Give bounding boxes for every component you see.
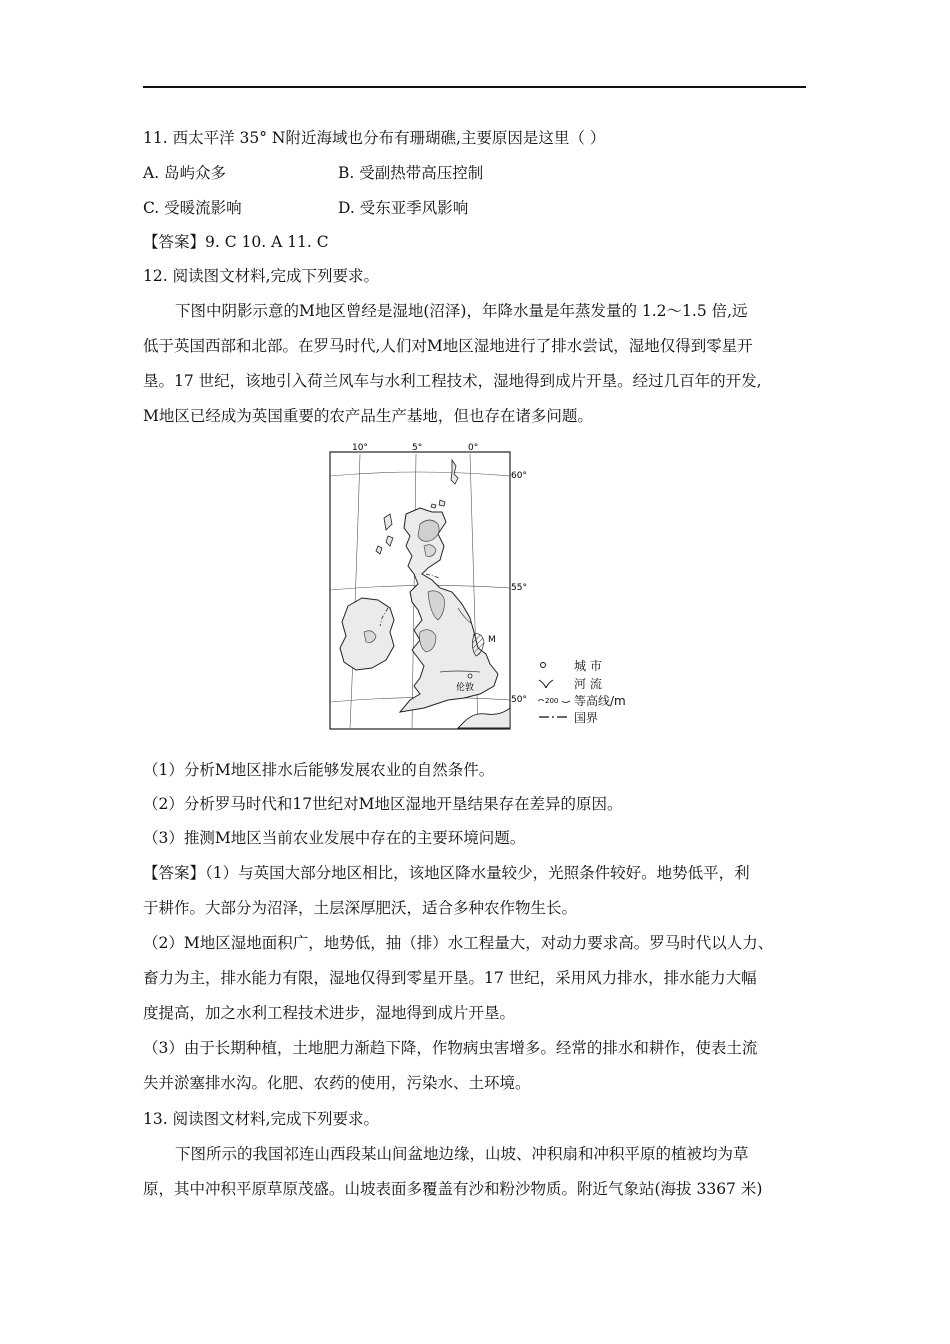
q12-para-line: 低于英国西部和北部。在罗马时代,人们对M地区湿地进行了排水尝试，湿地仅得到零星开	[143, 337, 753, 355]
q13-para-line: 原，其中冲积平原草原茂盛。山坡表面多覆盖有沙和粉沙物质。附近气象站(海拔 3367 米)	[143, 1180, 763, 1198]
q12-sub3: （3）推测M地区当前农业发展中存在的主要环境问题。	[143, 829, 526, 847]
legend-city: 城 市	[538, 658, 602, 674]
q12-answer-line: 于耕作。大部分为沼泽，土层深厚肥沃，适合多种农作物生长。	[143, 899, 578, 917]
q12-answer-line: 度提高，加之水利工程技术进步，湿地得到成片开垦。	[143, 1004, 516, 1022]
legend-contour: 200 等高线/m	[538, 693, 626, 709]
svg-text:200: 200	[545, 697, 559, 705]
q11-option-a: A. 岛屿众多	[143, 164, 227, 182]
lon-label-10: 10°	[352, 443, 368, 453]
q12-para-line: 垦。17 世纪，该地引入荷兰风车与水利工程技术，湿地得到成片开垦。经过几百年的开发,	[143, 372, 762, 390]
q12-sub1: （1）分析M地区排水后能够发展农业的自然条件。	[143, 761, 495, 779]
lat-label-50: 50°	[511, 695, 527, 705]
contour-icon	[538, 693, 574, 709]
q12-answer-line: （2）M地区湿地面积广，地势低，抽（排）水工程量大，对动力要求高。罗马时代以人力、	[143, 934, 774, 952]
london-city-dot	[468, 674, 472, 678]
q13-title: 13. 阅读图文材料,完成下列要求。	[143, 1110, 380, 1128]
lat-label-55: 55°	[511, 583, 527, 593]
q12-sub2: （2）分析罗马时代和17世纪对M地区湿地开垦结果存在差异的原因。	[143, 795, 623, 813]
legend-river: 河 流	[538, 676, 602, 692]
q12-answer-line: 畜力为主，排水能力有限，湿地仅得到零星开垦。17 世纪，采用风力排水，排水能力大幅	[143, 969, 757, 987]
lon-label-0: 0°	[468, 443, 479, 453]
q12-answer-line: 失并淤塞排水沟。化肥、农药的使用，污染水、土环境。	[143, 1074, 531, 1092]
answer-9-11: 【答案】9. C 10. A 11. C	[143, 233, 329, 251]
legend-border: 国界	[538, 710, 598, 726]
lon-label-5: 5°	[412, 443, 423, 453]
q12-para-line: 下图中阴影示意的M地区曾经是湿地(沼泽)，年降水量是年蒸发量的 1.2～1.5 倍,远	[175, 302, 748, 320]
header-rule	[143, 86, 806, 88]
lat-label-60: 60°	[511, 471, 527, 481]
q11-stem: 11. 西太平洋 35° N附近海域也分布有珊瑚礁,主要原因是这里（ ）	[143, 129, 606, 147]
border-icon	[538, 710, 574, 726]
q12-answer-line: 【答案】（1）与英国大部分地区相比，该地区降水量较少，光照条件较好。地势低平，利	[143, 864, 750, 882]
city-dot-icon	[538, 658, 574, 674]
q11-option-d: D. 受东亚季风影响	[338, 199, 469, 217]
m-region-label: M	[488, 635, 496, 645]
q12-title: 12. 阅读图文材料,完成下列要求。	[143, 267, 380, 285]
q13-para-line: 下图所示的我国祁连山西段某山间盆地边缘，山坡、冲积扇和冲积平原的植被均为草	[175, 1145, 749, 1163]
q12-answer-line: （3）由于长期种植，土地肥力渐趋下降，作物病虫害增多。经常的排水和耕作，使表土流	[143, 1039, 758, 1057]
q11-option-c: C. 受暖流影响	[143, 199, 242, 217]
river-icon	[538, 676, 574, 692]
london-label: 伦敦	[456, 683, 475, 693]
q12-para-line: M地区已经成为英国重要的农产品生产基地，但也存在诸多问题。	[143, 407, 593, 425]
q11-option-b: B. 受副热带高压控制	[338, 164, 484, 182]
